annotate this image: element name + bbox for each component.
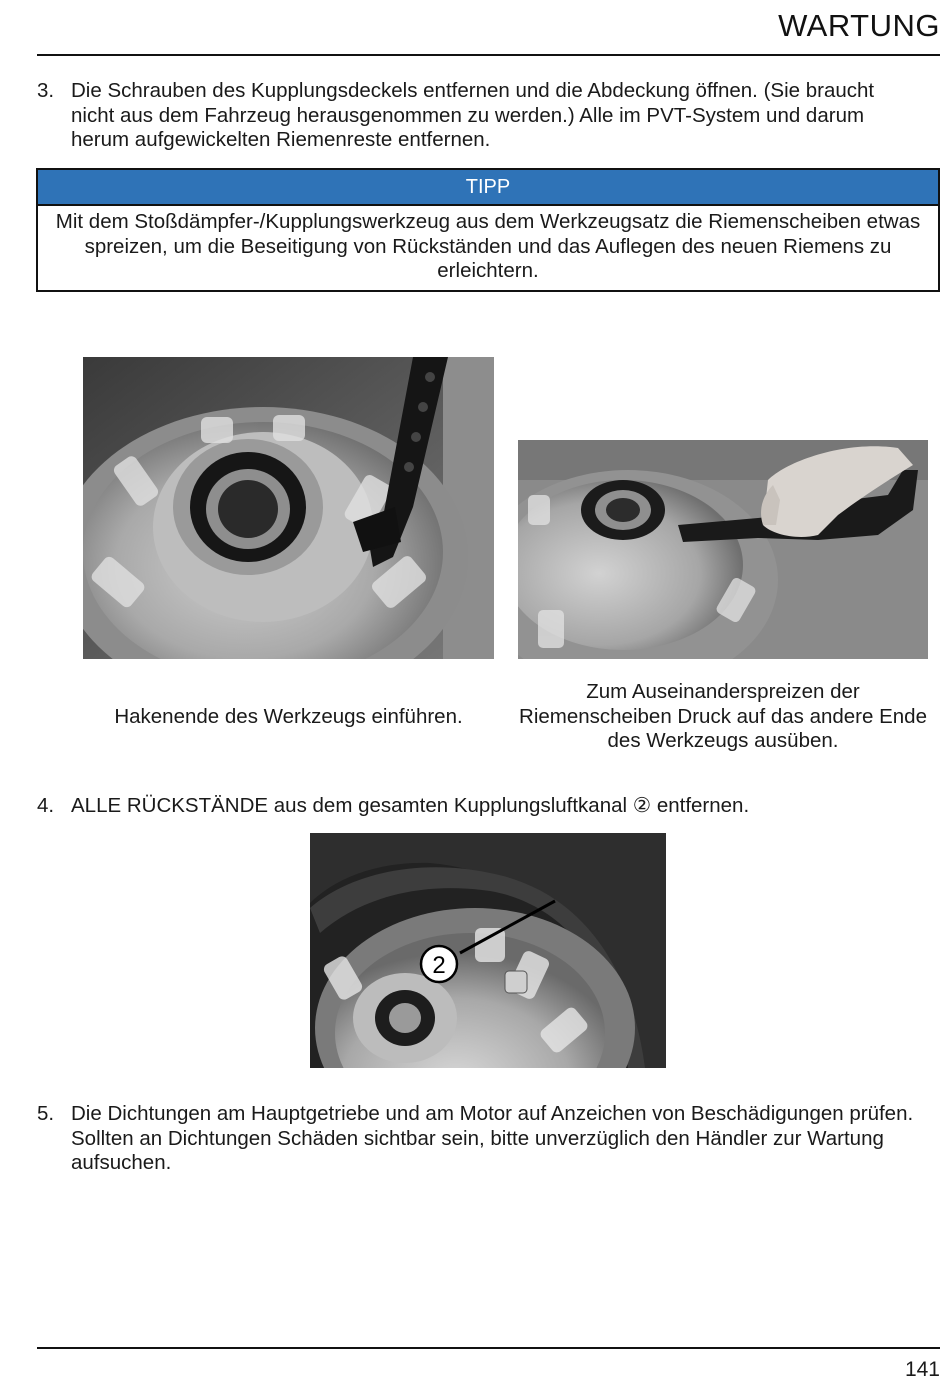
callout-2-label: 2 xyxy=(432,952,446,979)
page-number: 141 xyxy=(904,1358,940,1381)
step-5 xyxy=(37,1102,917,1176)
step-3-text: Die Schrauben des Kupplungsdeckels entfernen und die Abdeckung öffnen. (Sie braucht nicht aus dem Fahrzeug herausgenommen zu werden.) Alle im PVT-System und darum herum aufgewickelten Riemenreste entfernen. xyxy=(71,79,875,152)
step-4 xyxy=(37,794,917,819)
photo-tool-hook-insert xyxy=(83,357,494,659)
caption-left: Hakenende des Werkzeugs einführen. xyxy=(114,705,463,728)
step-3-number: 3. xyxy=(37,79,55,102)
step-4-text: ALLE RÜCKSTÄNDE aus dem gesamten Kupplungsluftkanal ② entfernen. xyxy=(71,794,750,817)
header-rule xyxy=(37,54,940,56)
step-5-number: 5. xyxy=(37,1102,55,1125)
tip-text: Mit dem Stoßdämpfer-/Kupplungswerkzeug aus dem Werkzeugsatz die Riemenscheiben etwas spreizen, um die Beseitigung von Rückständen und das Auflegen des neuen Riemens zu erleichtern. xyxy=(55,210,921,283)
photo-clutch-air-duct xyxy=(310,833,666,1068)
header-title: WARTUNG xyxy=(778,8,940,43)
step-5-text: Die Dichtungen am Hauptgetriebe und am Motor auf Anzeichen von Beschädigungen prüfen. Sollten an Dichtungen Schäden sichtbar sein, bitte unverzüglich den Händler zur Wartung aufsuchen. xyxy=(71,1102,914,1175)
step-3 xyxy=(37,79,917,153)
step-4-number: 4. xyxy=(37,794,55,817)
tip-box xyxy=(36,168,940,292)
footer-rule xyxy=(37,1347,940,1349)
caption-right: Zum Auseinanderspreizen der Riemenscheiben Druck auf das andere Ende des Werkzeugs ausüben. xyxy=(519,680,927,753)
photo-tool-press xyxy=(518,440,928,659)
tip-heading: TIPP xyxy=(38,170,938,206)
